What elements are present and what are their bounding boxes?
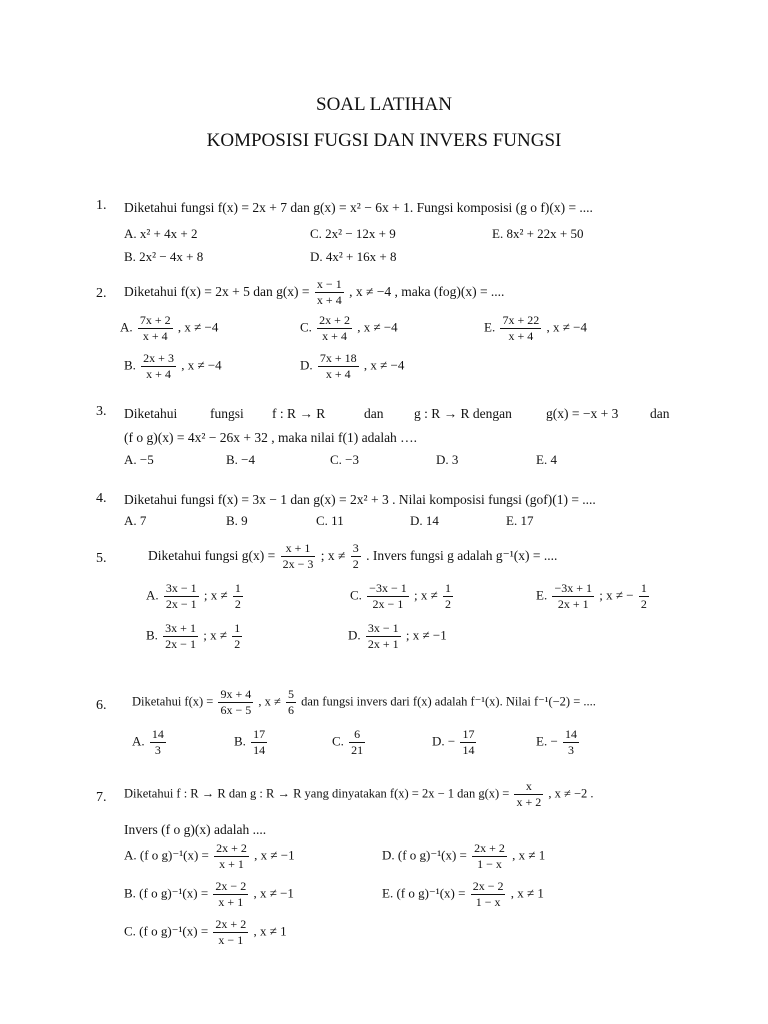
option-b: B. 9 — [226, 513, 248, 528]
question-stem: Diketahui f : R → R dan g : R → R yang dinyatakan f(x) = 2x − 1 dan g(x) = $\frac{x}{x + 2}$ , x ≠ −2 . — [124, 779, 594, 810]
option-d: D. $\frac{3x - 1}{2x + 1}$ ; x ≠ −1 — [348, 621, 447, 652]
option-c: C. −3 — [330, 452, 360, 467]
page-subtitle: KOMPOSISI FUGSI DAN INVERS FUNGSI — [206, 130, 562, 151]
option-b: B. $\frac{3x + 1}{2x - 1}$ ; x ≠ $\frac{1}{2}$ — [146, 621, 241, 652]
question-number: 7. — [96, 790, 107, 805]
option-c: C. $\frac{6}{21}$ — [332, 727, 364, 758]
option-e: E. 4 — [536, 452, 557, 467]
option-a: A. (f o g)⁻¹(x) = $\frac{2x + 2}{x + 1}$ , x ≠ −1 — [124, 841, 295, 872]
option-a: A. $\frac{7x + 2}{x + 4}$ , x ≠ −4 — [120, 313, 219, 344]
option-c: C. 2x² − 12x + 9 — [310, 226, 396, 241]
option-e: E. (f o g)⁻¹(x) = $\frac{2x - 2}{1 - x}$ , x ≠ 1 — [382, 879, 544, 910]
option-a: A. −5 — [124, 452, 154, 467]
option-e: E. $\frac{-3x + 1}{2x + 1}$ ; x ≠ − $\frac{1}{2}$ — [536, 581, 647, 612]
question-number: 2. — [96, 286, 107, 301]
option-e: E. 17 — [506, 513, 534, 528]
question-stem: Diketahui fungsi f(x) = 2x + 7 dan g(x) = x² − 6x + 1. Fungsi komposisi (g o f)(x) = .... — [124, 200, 593, 215]
option-c: C. $\frac{2x + 2}{x + 4}$ , x ≠ −4 — [300, 313, 398, 344]
question-stem-line2: Invers (f o g)(x) adalah .... — [124, 822, 267, 837]
option-b: B. 2x² − 4x + 8 — [124, 249, 204, 264]
option-c: C. (f o g)⁻¹(x) = $\frac{2x + 2}{x - 1}$ , x ≠ 1 — [124, 917, 287, 948]
question-stem: Diketahui fungsi g(x) = $\frac{x + 1}{2x - 3}$ ; x ≠ $\frac{3}{2}$ . Invers fungsi g adalah g⁻¹(x) = .... — [148, 541, 558, 572]
option-d: D. (f o g)⁻¹(x) = $\frac{2x + 2}{1 - x}$ , x ≠ 1 — [382, 841, 546, 872]
option-d: D. 4x² + 16x + 8 — [310, 249, 397, 264]
option-b: B. $\frac{2x + 3}{x + 4}$ , x ≠ −4 — [124, 351, 222, 382]
option-d: D. 3 — [436, 452, 459, 467]
question-number: 4. — [96, 491, 107, 506]
option-c: C. 11 — [316, 513, 344, 528]
question-stem-line2: (f o g)(x) = 4x² − 26x + 32 , maka nilai f(1) adalah …. — [124, 430, 418, 445]
question-number: 6. — [96, 698, 107, 713]
question-stem: Diketahui f(x) = $\frac{9x + 4}{6x - 5}$ , x ≠ $\frac{5}{6}$ dan fungsi invers dari f(x) adalah f⁻¹(x). Nilai f⁻¹(−2) = .... — [132, 687, 596, 718]
question-number: 5. — [96, 551, 107, 566]
option-b: B. (f o g)⁻¹(x) = $\frac{2x - 2}{x + 1}$ , x ≠ −1 — [124, 879, 294, 910]
option-e: E. $\frac{7x + 22}{x + 4}$ , x ≠ −4 — [484, 313, 587, 344]
option-d: D. − $\frac{17}{14}$ — [432, 727, 475, 758]
fraction: $\frac{x - 1}{x + 4}$ — [316, 277, 342, 308]
option-e: E. − $\frac{14}{3}$ — [536, 727, 578, 758]
question-stem: Diketahui fungsi f(x) = 3x − 1 dan g(x) = 2x² + 3 . Nilai komposisi fungsi (gof)(1) = .... — [124, 492, 596, 507]
question-stem: Diketahui f(x) = 2x + 5 dan g(x) = $\frac{x - 1}{x + 4}$ , x ≠ −4 , maka (fog)(x) = .... — [124, 277, 505, 308]
worksheet-page: SOAL LATIHAN KOMPOSISI FUGSI DAN INVERS FUNGSI 1. Diketahui fungsi f(x) = 2x + 7 dan g(x) = x² − 6x + 1. Fungsi komposisi (g o f)(x) = .... A. x² + 4x + 2 C. 2x² − 12x + 9 E. 8x² + 22x + 50 B. 2x² − 4x + 8 D. 4x² + 16x + 8 2. Diketahui f(x) = 2x + 5 dan g(x) = $\frac{x - 1}{x + 4}$ , x ≠ −4 , maka (fog)(x) = .... A. $\frac{7x + 2}{x + 4}$ , x ≠ −4 C. $\frac{2x + 2}{x + 4}$ , x ≠ −4 E. $\frac{7x + 22}{x + 4}$ , x ≠ −4 B. $\frac{2x + 3}{x + 4}$ , x ≠ −4 D. $\frac{7x + 18}{x + 4}$ , x ≠ −4 3. Diketahui fungsi f : R → R dan g : R → R dengan g(x) = −x + 3 dan (f o g)(x) = 4x² − 26x + 32 , maka nilai f(1) adalah …. A. −5 B. −4 C. −3 D. 3 E. 4 4. Diketahui fungsi f(x) = 3x − 1 dan g(x) = 2x² + 3 . Nilai komposisi fungsi (gof)(1) = .... A. 7 B. 9 C. 11 D. 14 E. 17 5. Diketahui fungsi g(x) = $\frac{x + 1}{2x - 3}$ ; x ≠ $\frac{3}{2}$ . Invers fungsi g adalah g⁻¹(x) = .... A. $\frac{3x - 1}{2x - 1}$ ; x ≠ $\frac{1}{2}$ C. $\frac{-3x - 1}{2x - 1}$ ; x ≠ $\frac{1}{2}$ E. $\frac{-3x + 1}{2x + 1}$ ; x ≠ − $\frac{1}{2}$ B. $\frac{3x + 1}{2x - 1}$ ; x ≠ $\frac{1}{2}$ D. $\frac{3x - 1}{2x + 1}$ ; x ≠ −1 6. Diketahui f(x) = $\frac{9x + 4}{6x - 5}$ , x ≠ $\frac{5}{6}$ dan fungsi invers dari f(x) adalah f⁻¹(x). Nilai f⁻¹(−2) = .... A. $\frac{14}{3}$ B. $\frac{17}{14}$ C. $\frac{6}{21}$ D. − $\frac{17}{14}$ E. − $\frac{14}{3}$ 7. Diketahui f : R → R dan g : R → R yang dinyatakan f(x) = 2x − 1 dan g(x) = $\frac{x}{x + 2}$ , x ≠ −2 . Invers (f o g)(x) adalah .... A. (f o g)⁻¹(x) = $\frac{2x + 2}{x + 1}$ , x ≠ −1 D. (f o g)⁻¹(x) = $\frac{2x + 2}{1 - x}$ , x ≠ 1 B. (f o g)⁻¹(x) = $\frac{2x - 2}{x + 1}$ , x ≠ −1 E. (f o g)⁻¹(x) = $\frac{2x - 2}{1 - x}$ , x ≠ 1 C. (f o g)⁻¹(x) = $\frac{2x + 2}{x - 1}$ , x ≠ 1 — [0, 0, 768, 1024]
page-title: SOAL LATIHAN — [316, 94, 452, 115]
question-number: 3. — [96, 404, 107, 419]
option-a: A. x² + 4x + 2 — [124, 226, 198, 241]
option-c: C. $\frac{-3x - 1}{2x - 1}$ ; x ≠ $\frac{1}{2}$ — [350, 581, 451, 612]
option-d: D. $\frac{7x + 18}{x + 4}$ , x ≠ −4 — [300, 351, 405, 382]
option-b: B. $\frac{17}{14}$ — [234, 727, 266, 758]
option-a: A. $\frac{14}{3}$ — [132, 727, 164, 758]
option-a: A. 7 — [124, 513, 147, 528]
question-number: 1. — [96, 198, 107, 213]
option-e: E. 8x² + 22x + 50 — [492, 226, 584, 241]
option-d: D. 14 — [410, 513, 439, 528]
option-b: B. −4 — [226, 452, 256, 467]
option-a: A. $\frac{3x - 1}{2x - 1}$ ; x ≠ $\frac{1}{2}$ — [146, 581, 241, 612]
